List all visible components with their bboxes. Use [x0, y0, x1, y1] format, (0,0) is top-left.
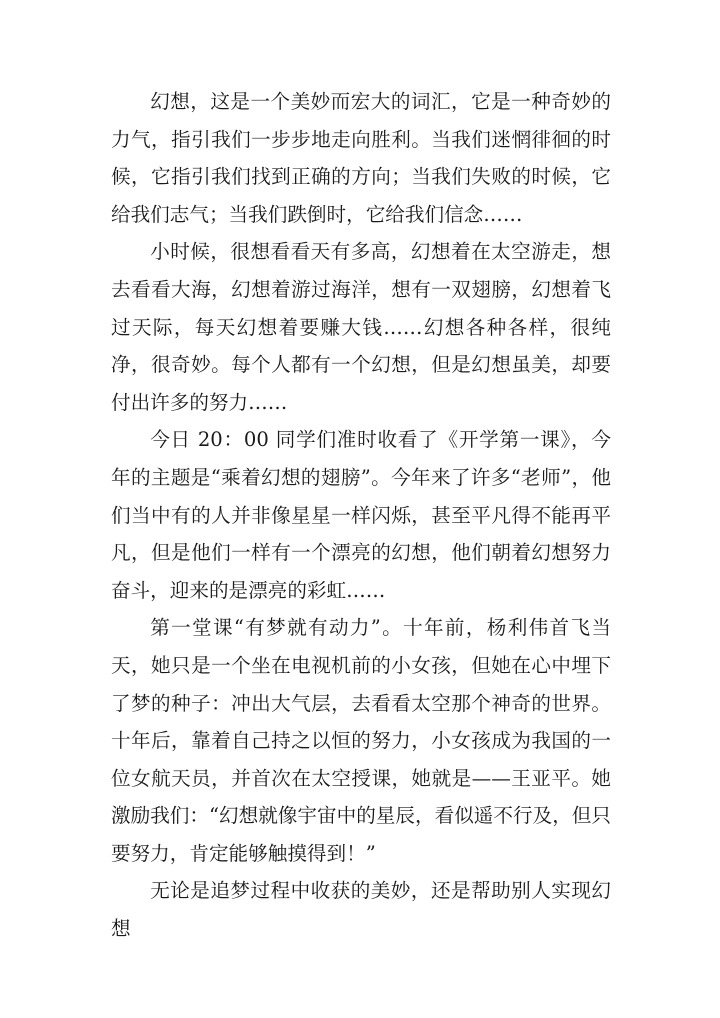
document-body [111, 83, 611, 948]
paragraph-2: 小时候，很想看看天有多高，幻想着在太空游走，想去看看大海，幻想着游过海洋，想有一双翅膀，幻想着飞过天际，每天幻想着要赚大钱……幻想各种各样，很纯净，很奇妙。每个人都有一个幻想，但是幻想虽美，却要付出许多的努力…… [111, 240, 611, 414]
paragraph-3: 今日 20：00 同学们准时收看了《开学第一课》，今年的主题是“乘着幻想的翅膀”。今年来了许多“老师”，他们当中有的人并非像星星一样闪烁，甚至平凡得不能再平凡，但是他们一样有一个漂亮的幻想，他们朝着幻想努力奋斗，迎来的是漂亮的彩虹…… [111, 428, 611, 602]
paragraph-1: 幻想，这是一个美妙而宏大的词汇，它是一种奇妙的力气，指引我们一步步地走向胜利。当我们迷惘徘徊的时候，它指引我们找到正确的方向；当我们失败的时候，它给我们志气；当我们跌倒时，它给我们信念…… [111, 90, 611, 226]
paragraph-4: 第一堂课“有梦就有动力”。十年前，杨利伟首飞当天，她只是一个坐在电视机前的小女孩，但她在心中埋下了梦的种子：冲出大气层，去看看太空那个神奇的世界。十年后，靠着自己持之以恒的努力，小女孩成为我国的一位女航天员，并首次在太空授课，她就是——王亚平。她激励我们：“幻想就像宇宙中的星辰，看似遥不行及，但只要努力，肯定能够触摸得到！” [111, 616, 611, 865]
paragraph-5: 无论是追梦过程中收获的美妙，还是帮助别人实现幻想 [111, 879, 611, 941]
